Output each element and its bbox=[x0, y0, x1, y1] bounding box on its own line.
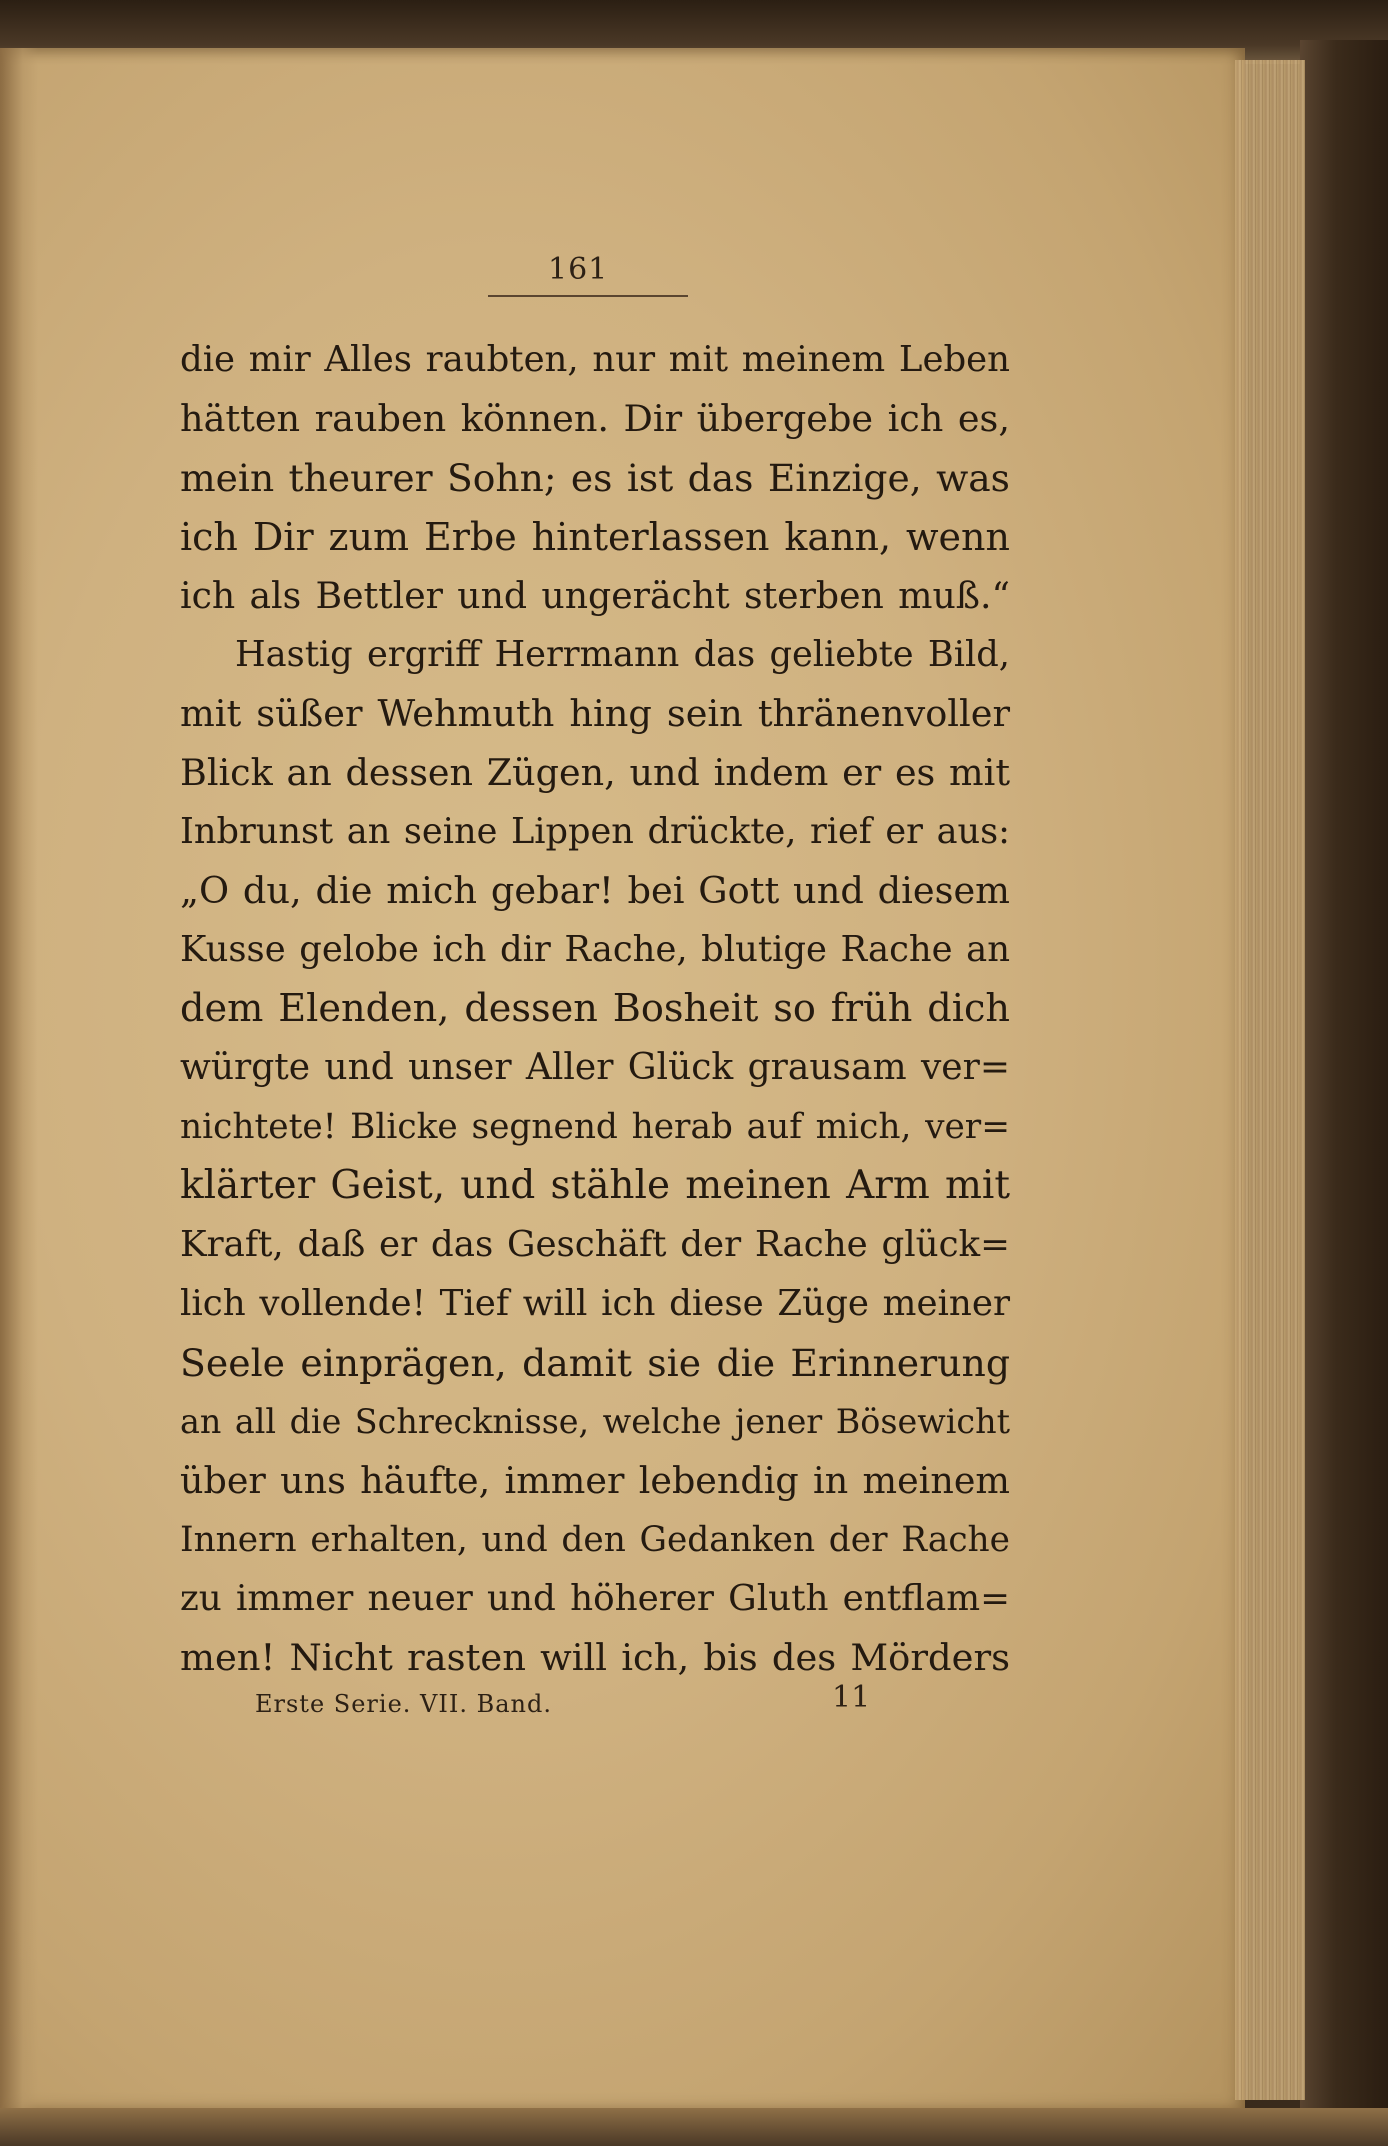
text-line: Inbrunst an seine Lippen drückte, rief er aus: bbox=[180, 811, 1010, 852]
text-line: Kraft, daß er das Geschäft der Rache glück= bbox=[180, 1224, 1010, 1265]
text-line: die mir Alles raubten, nur mit meinem Leben bbox=[180, 339, 1010, 380]
text-line-indented: Hastig ergriff Herrmann das geliebte Bild, bbox=[235, 634, 1010, 675]
text-line: würgte und unser Aller Glück grausam ver= bbox=[180, 1047, 1010, 1088]
header-rule bbox=[488, 295, 688, 297]
footer-signature: Erste Serie. VII. Band. bbox=[255, 1690, 552, 1718]
text-line: dem Elenden, dessen Bosheit so früh dich bbox=[180, 987, 1010, 1031]
text-line: zu immer neuer und höherer Gluth entflam= bbox=[180, 1578, 1010, 1619]
book-cover-edge bbox=[1300, 40, 1388, 2120]
text-line: mit süßer Wehmuth hing sein thränenvoller bbox=[180, 692, 1010, 735]
text-line: an all die Schrecknisse, welche jener Bösewicht bbox=[180, 1402, 1010, 1441]
text-line: mein theurer Sohn; es ist das Einzige, was bbox=[180, 456, 1010, 500]
page-block-edges bbox=[1235, 60, 1305, 2100]
text-line: Seele einprägen, damit sie die Erinnerung bbox=[180, 1341, 1010, 1385]
text-line: über uns häufte, immer lebendig in meinem bbox=[180, 1459, 1010, 1502]
scan-bottom-edge bbox=[0, 2108, 1388, 2146]
page-gutter-shadow bbox=[0, 48, 38, 2108]
text-line: Innern erhalten, und den Gedanken der Rache bbox=[180, 1520, 1010, 1560]
text-line: Blick an dessen Zügen, und indem er es mit bbox=[180, 751, 1010, 794]
text-line: nichtete! Blicke segnend herab auf mich, ver= bbox=[180, 1107, 1010, 1147]
text-line: hätten rauben können. Dir übergebe ich es, bbox=[180, 397, 1010, 440]
page-number: 161 bbox=[548, 252, 609, 287]
text-line: klärter Geist, und stähle meinen Arm mit bbox=[180, 1163, 1010, 1208]
text-line: Kusse gelobe ich dir Rache, blutige Rache an bbox=[180, 929, 1010, 970]
footer-sheet-number: 11 bbox=[832, 1680, 871, 1715]
text-line: ich Dir zum Erbe hinterlassen kann, wenn bbox=[180, 515, 1010, 559]
text-line: lich vollende! Tief will ich diese Züge meiner bbox=[180, 1283, 1010, 1324]
text-line: ich als Bettler und ungerächt sterben muß.“ bbox=[180, 574, 1010, 617]
text-line: men! Nicht rasten will ich, bis des Mörders bbox=[180, 1636, 1010, 1679]
text-line: „O du, die mich gebar! bei Gott und diesem bbox=[180, 869, 1010, 912]
